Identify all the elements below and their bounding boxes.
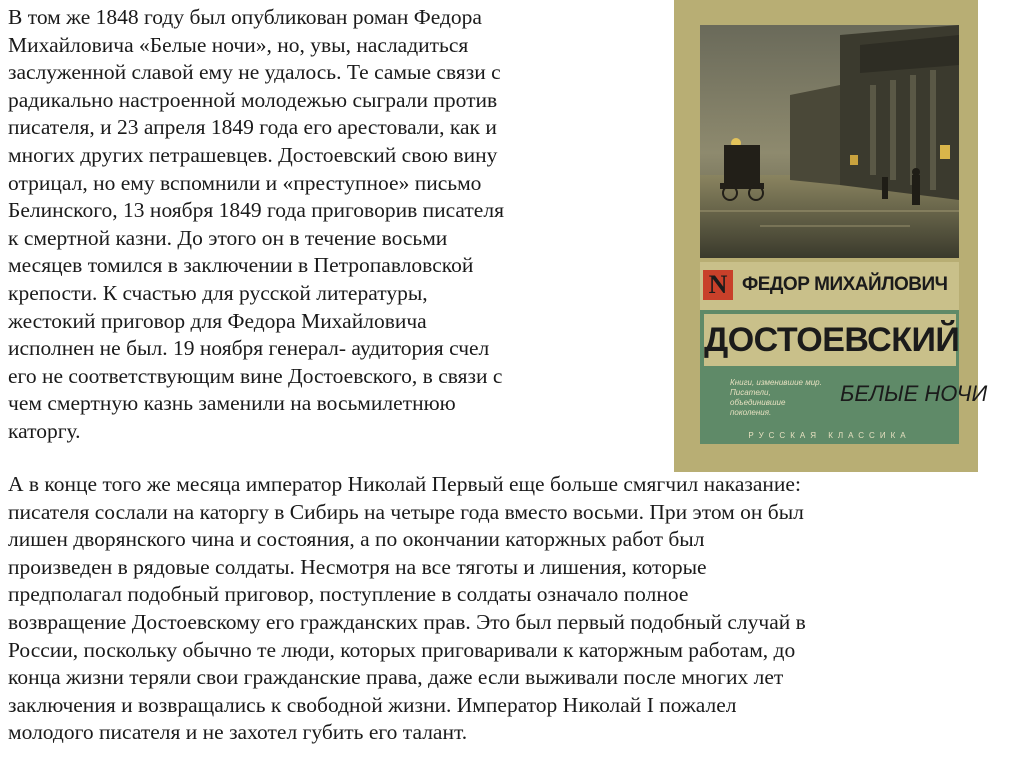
text-line: чем смертную казнь заменили на восьмилетнюю (8, 391, 456, 416)
text-line: произведен в рядовые солдаты. Несмотря на все тяготы и лишения, которые (8, 554, 707, 579)
text-line: его не соответствующим вине Достоевского, в связи с (8, 363, 503, 388)
text-line: заслуженной славой ему не удалось. Те самые связи с (8, 60, 501, 85)
text-line: В том же 1848 году был опубликован роман Федора (8, 5, 482, 29)
text-line: России, поскольку обычно те люди, которых приговаривали к каторжным работам, до (8, 637, 796, 662)
text-line: исполнен не был. 19 ноября генерал- аудитория счел (8, 336, 490, 361)
text-line: писателя сослали на каторгу в Сибирь на четыре года вместо восьми. При этом он был (8, 499, 804, 524)
text-line: Михайловича «Белые ночи», но, увы, насладиться (8, 32, 469, 57)
text-line: писателя, и 23 апреля 1849 года его арестовали, как и (8, 115, 497, 140)
text-line: А в конце того же месяца император Николай Первый еще больше смягчил наказание: (8, 472, 801, 496)
text-line: отрицал, но ему вспомнили и «преступное» письмо (8, 170, 482, 195)
text-line: молодого писателя и не захотел губить его талант. (8, 720, 468, 745)
author-first-panel (700, 262, 959, 310)
text-line: к смертной казни. До этого он в течение восьми (8, 225, 448, 250)
text-line: многих других петрашевцев. Достоевский свою вину (8, 142, 498, 167)
book-title: БЕЛЫЕ НОЧИ (840, 381, 988, 406)
text-line: конца жизни теряли свои гражданские права, даже если выживали после многих лет (8, 665, 784, 690)
text-line: радикально настроенной молодежью сыграли против (8, 87, 498, 112)
text-line: возвращение Достоевскому его гражданских прав. Это был первый подобный случай в (8, 609, 806, 634)
text-line: каторгу. (8, 418, 81, 443)
cover-green-band (700, 310, 988, 428)
paragraph-2 (8, 471, 1018, 747)
paragraph-1 (8, 4, 668, 446)
text-line: жестокий приговор для Федора Михайловича (8, 308, 427, 333)
text-line: лишен дворянского чина и состояния, а по окончании каторжных работ был (8, 527, 705, 552)
text-line: предполагал подобный приговор, поступление в солдаты означало полное (8, 582, 689, 607)
publisher-logo: N (703, 270, 733, 300)
text-line: месяцев томился в заключении в Петропавловской (8, 253, 474, 278)
text-line: крепости. К счастью для русской литературы, (8, 280, 428, 305)
cover-tagline: Книги, изменившие мир. Писатели, объединившие поколения. (730, 378, 822, 417)
author-first-name: ФЕДОР МИХАЙЛОВИЧ (742, 274, 948, 295)
author-last-name: ДОСТОЕВСКИЙ (704, 314, 956, 366)
text-line: заключения и возвращались к свободной жизни. Император Николай I пожалел (8, 692, 737, 717)
series-name: РУССКАЯ КЛАССИКА (700, 428, 959, 444)
book-cover-image (674, 0, 988, 472)
cover-painting (700, 25, 959, 258)
text-line: Белинского, 13 ноября 1849 года приговорив писателя (8, 198, 504, 223)
